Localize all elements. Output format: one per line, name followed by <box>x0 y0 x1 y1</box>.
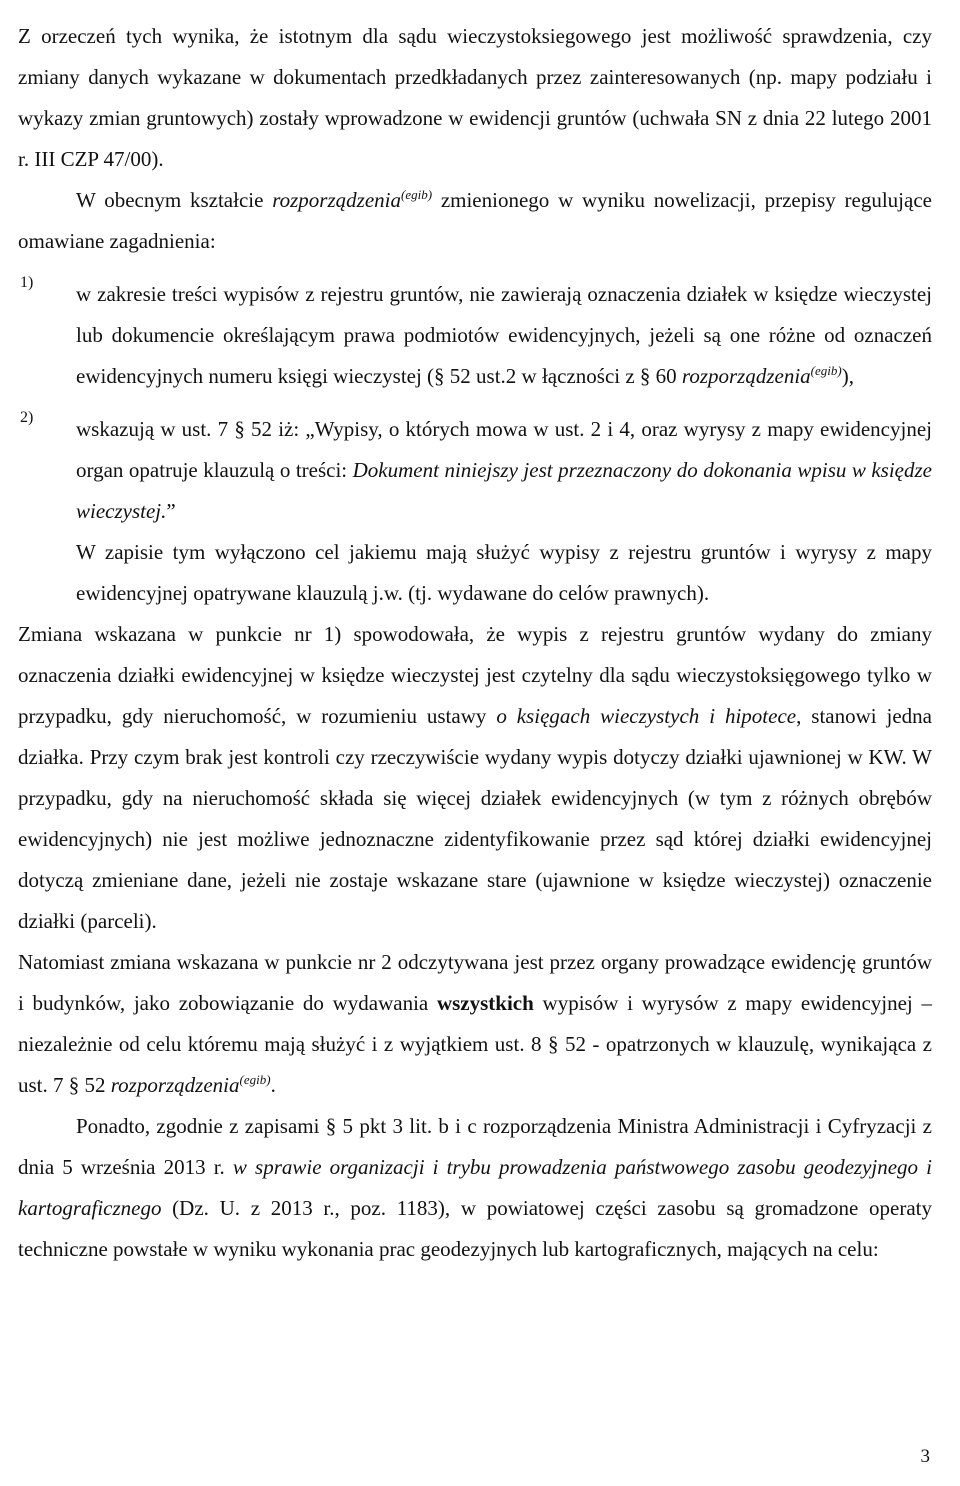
italic-run: w sprawie organizacji i trybu prowadzenia państwowego zasobu geodezyjnego i kartograficznego <box>18 1155 932 1220</box>
paragraph-ministry-regulation <box>18 1106 932 1270</box>
footnote-sup: (egib) <box>810 363 842 378</box>
list-item-2-note: W zapisie tym wyłączono cel jakiemu mają służyć wypisy z rejestru gruntów i wyrysy z mapy ewidencyjnej opatrywane klauzulą j.w. (tj. wydawane do celów prawnych). <box>76 540 932 605</box>
text-run: . <box>270 1073 276 1097</box>
text-run: W obecnym kształcie <box>76 188 273 212</box>
text-run: zmienionego w wyniku nowelizacji, przepisy regulujące omawiane zagadnienia: <box>18 188 932 253</box>
text-run: ” <box>166 499 176 523</box>
list-number: 1) <box>20 274 34 291</box>
text-run: w zakresie treści wypisów z rejestru gruntów, nie zawierają oznaczenia działek w księdze wieczystej lub dokumencie określającym prawa podmiotów ewidencyjnych, jeżeli są one różne od oznaczeń ewidencyjnych numeru księgi wieczystej (§ 52 ust.2 w łączności z § 60 <box>76 282 932 388</box>
text-run: wskazują w ust. 7 § 52 iż: „Wypisy, o których mowa w ust. 2 i 4, oraz wyrysy z mapy ewidencyjnej organ opatruje klauzulą o treści: <box>76 417 932 482</box>
text-run: Natomiast zmiana wskazana w punkcie nr 2 odczytywana jest przez organy prowadzące ewidencję gruntów i budynków, jako zobowiązanie do wydawania <box>18 950 932 1015</box>
text-run: Zmiana wskazana w punkcie nr 1) spowodowała, że wypis z rejestru gruntów wydany do zmiany oznaczenia działki ewidencyjnej w księdze wieczystej jest czytelny dla sądu wieczystoksięgowego tylko w przypadku, gdy nieruchomość, w rozumieniu ustawy <box>18 622 932 728</box>
text-run: , stanowi jedna działka. Przy czym brak jest kontroli czy rzeczywiście wydany wypis dotyczy działki ujawnionej w KW. W przypadku, gdy na nieruchomość składa się więcej działek ewidencyjnych (w tym z różnych obrębów ewidencyjnych) nie jest możliwe jednoznaczne zidentyfikowanie przez sąd której działki ewidencyjnej dotyczą zmieniane dane, jeżeli nie zostaje wskazane stare (ujawnione w księdze wieczystej) oznaczenie działki (parceli). <box>18 704 933 933</box>
paragraph-change-1 <box>18 614 932 942</box>
list-number: 2) <box>20 409 34 426</box>
paragraph-court-rulings: Z orzeczeń tych wynika, że istotnym dla sądu wieczystoksiegowego jest możliwość sprawdzenia, czy zmiany danych wykazane w dokumentach przedkładanych przez zainteresowanych (np. mapy podziału i wykazy zmian gruntowych) zostały wprowadzone w ewidencji gruntów (uchwała SN z dnia 22 lutego 2001 r. III CZP 47/00). <box>18 24 932 171</box>
list-item-text <box>76 409 932 532</box>
list-item-text <box>76 274 932 397</box>
italic-run: Dokument niniejszy jest przeznaczony do dokonania wpisu w księdze wieczystej. <box>76 458 932 523</box>
text-run: ), <box>841 364 854 388</box>
paragraph-current-regulation <box>18 180 932 262</box>
text-run: Ponadto, zgodnie z zapisami § 5 pkt 3 lit. b i c rozporządzenia Ministra Administracji i Cyfryzacji z dnia 5 września 2013 r. <box>18 1114 932 1179</box>
footnote-sup: (egib) <box>239 1072 271 1087</box>
footnote-sup: (egib) <box>400 187 433 202</box>
italic-run: rozporządzenia <box>110 1073 240 1097</box>
list-item-2 <box>18 409 932 532</box>
list-item-1 <box>18 274 932 397</box>
bold-run: wszystkich <box>436 991 534 1015</box>
page-number: 3 <box>920 1446 930 1467</box>
document-page <box>18 16 932 1270</box>
italic-run: o księgach wieczystych i hipotece <box>496 704 797 728</box>
paragraph-change-2 <box>18 942 932 1106</box>
italic-run: rozporządzenia <box>681 364 811 388</box>
italic-run: rozporządzenia <box>272 188 401 212</box>
text-run: (Dz. U. z 2013 r., poz. 1183), w powiatowej części zasobu są gromadzone operaty techniczne powstałe w wyniku wykonania prac geodezyjnych lub kartograficznych, mających na celu: <box>18 1196 932 1261</box>
text-run: wypisów i wyrysów z mapy ewidencyjnej – niezależnie od celu któremu mają służyć i z wyjątkiem ust. 8 § 52 - opatrzonych w klauzulę, wynikająca z ust. 7 § 52 <box>18 991 932 1097</box>
